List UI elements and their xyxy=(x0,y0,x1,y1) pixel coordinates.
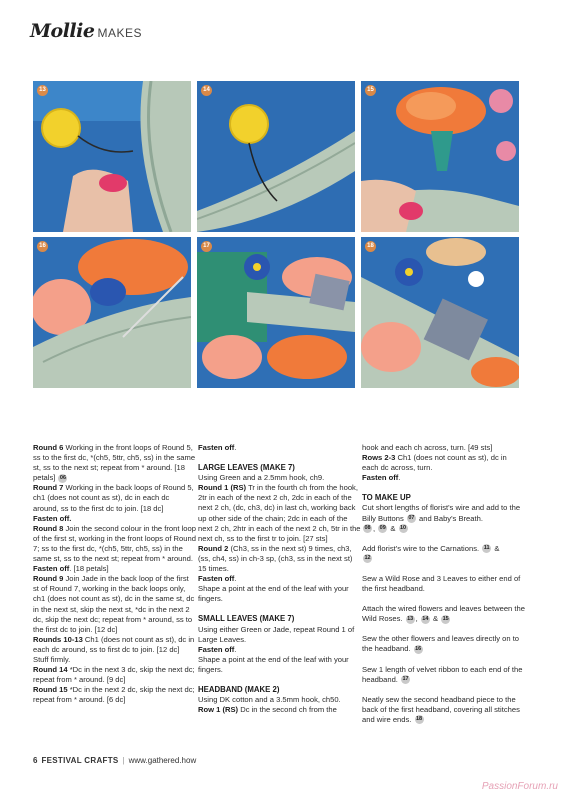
step-ref-badge: 13 xyxy=(407,615,414,622)
section-heading-make-up: TO MAKE UP xyxy=(362,493,411,503)
step-ref-badge: 14 xyxy=(422,615,429,622)
step-ref-badge: 15 xyxy=(442,615,449,622)
section-heading-small-leaves: SMALL LEAVES (MAKE 7) xyxy=(198,614,295,624)
fasten-off: Fasten off. xyxy=(33,513,72,523)
photo-13-image xyxy=(33,81,191,232)
photo-step-16 xyxy=(33,237,191,388)
large-leaves-round-1: Round 1 (RS) Tr in the fourth ch from the hook, 2tr in each of the next 2 ch, 2dc in each of the next 2 ch, (dc, ch3, dc) in last ch, working back up other side of the chain; 2dc in each of the next 2 ch, 2htr in each of the next 2 ch, 5tr in the next ch, ss to the first tr to join. [27 sts] xyxy=(198,483,361,543)
watermark: PassionForum.ru xyxy=(481,781,558,792)
photo-step-18 xyxy=(361,237,519,388)
small-leaves-using: Using either Green or Jade, repeat Round 1 of Large Leaves. xyxy=(198,624,355,644)
headband-rows-2-3: Rows 2-3 Ch1 (does not count as st), dc in each dc across, turn. xyxy=(362,453,507,473)
step-ref-badge: 17 xyxy=(402,676,409,683)
section-heading-headband: HEADBAND (MAKE 2) xyxy=(198,684,280,694)
step-ref-badge: 06 xyxy=(59,474,67,481)
step-number-badge: 18 xyxy=(365,241,376,252)
large-leaves-using: Using Green and a 2.5mm hook, ch9. xyxy=(198,473,325,483)
make-up-step-4: Attach the wired flowers and leaves between the Wild Roses. 13 , 14 & 15 xyxy=(362,604,525,624)
photo-step-13 xyxy=(33,81,191,232)
round-9: Round 9 Join Jade in the back loop of the first st of Round 7, working in the back loops only, ch1 (does not count as st), dc in the same st, dc in the next st, skip the next st, *dc in the next 2 dc, skip the next dc; repeat from * around, ss to the first dc to join. [12 dc] xyxy=(33,574,195,634)
step-ref-badge: 08 xyxy=(364,525,371,532)
page-number: 6 xyxy=(33,756,38,765)
section-heading-large-leaves: LARGE LEAVES (MAKE 7) xyxy=(198,463,295,473)
shape-instruction: Shape a point at the end of the leaf with your fingers. xyxy=(198,584,349,604)
headband-using: Using DK cotton and a 3.5mm hook, ch50. xyxy=(198,695,341,705)
step-ref-badge: 07 xyxy=(408,515,415,522)
photo-15-image xyxy=(361,81,519,232)
text-column-3 xyxy=(362,443,525,725)
step-ref-badge: 18 xyxy=(415,716,423,723)
headband-row-1: Row 1 (RS) Dc in the second ch from the xyxy=(198,705,337,715)
step-number-badge: 15 xyxy=(365,85,376,96)
page-header xyxy=(30,20,142,44)
round-8: Round 8 Join the second colour in the front loop of the first st, working in the front loops of Round 7; ss to the first dc, *(ch5, 5ttr, ch5, ss) in the same st, ss to the next st; repeat from * around. xyxy=(33,523,196,564)
footer-separator: | xyxy=(122,756,125,765)
photo-18-image xyxy=(361,237,519,388)
step-number-badge: 14 xyxy=(201,85,212,96)
make-up-step-6: Sew 1 length of velvet ribbon to each end of the headband. 17 xyxy=(362,664,523,684)
text-column-2 xyxy=(198,443,361,715)
step-number-badge: 13 xyxy=(37,85,48,96)
fasten-off: Fasten off. xyxy=(362,473,401,483)
round-7: Round 7 Working in the back loops of Round 5, ch1 (does not count as st), dc in each dc around, ss to the first dc to join. [18 dc] xyxy=(33,483,194,513)
round-15: Round 15 *Dc in the next 2 dc, skip the next dc; repeat from * around. [6 dc] xyxy=(33,685,195,705)
step-ref-badge: 09 xyxy=(379,525,386,532)
step-ref-badge: 12 xyxy=(364,555,371,562)
brand-logo: Mollie xyxy=(30,20,95,42)
make-up-step-2: Add florist's wire to the Carnations. 11 & 12 xyxy=(362,543,500,562)
photo-grid xyxy=(33,81,519,388)
fasten-off: Fasten off. xyxy=(198,644,237,654)
round-6: Round 6 Working in the front loops of Round 5, ss to the first dc, *(ch5, 5ttr, ch5, ss) in the same st, ss to the next st; repeat from * around. [18 petals] 06 xyxy=(33,443,196,483)
fasten-off: Fasten off. xyxy=(198,574,237,584)
step-ref-badge: 11 xyxy=(483,545,490,552)
make-up-step-7: Neatly sew the second headband piece to the back of the first headband, covering all stitches and wire ends. 18 xyxy=(362,694,520,724)
shape-instruction: Shape a point at the end of the leaf with your fingers. xyxy=(198,654,349,674)
fasten-off: Fasten off. [18 petals] xyxy=(33,564,109,574)
website-url[interactable]: www.gathered.how xyxy=(128,756,197,765)
fasten-off: Fasten off. xyxy=(198,443,237,452)
large-leaves-round-2: Round 2 (Ch3, ss in the next st) 9 times, ch3, (ss, ch4, ss) in ch-3 sp, (ch3, ss in the next st) 15 times. xyxy=(198,543,353,574)
step-number-badge: 16 xyxy=(37,241,48,252)
photo-16-image xyxy=(33,237,191,388)
step-ref-badge: 16 xyxy=(415,645,422,652)
text-column-1 xyxy=(33,443,196,705)
photo-step-15 xyxy=(361,81,519,232)
rounds-10-13: Rounds 10-13 Ch1 (does not count as st), dc in each dc around, ss to first dc to join. [12 dc] Stuff firmly. xyxy=(33,634,195,664)
make-up-step-3: Sew a Wild Rose and 3 Leaves to either end of the first headband. xyxy=(362,573,521,594)
magazine-name: FESTIVAL CRAFTS xyxy=(41,756,119,765)
photo-step-17 xyxy=(197,237,355,388)
headband-row-1-cont: hook and each ch across, turn. [49 sts] xyxy=(362,443,493,452)
make-up-step-5: Sew the other flowers and leaves directly on to the headband. 16 xyxy=(362,634,520,654)
round-14: Round 14 *Dc in the next 3 dc, skip the next dc; repeat from * around. [9 dc] xyxy=(33,665,195,685)
make-up-step-1: Cut short lengths of florist's wire and add to the Billy Buttons 07 and Baby's Breath. 08 , 09 & 10 xyxy=(362,503,521,533)
page-footer xyxy=(33,756,196,765)
step-number-badge: 17 xyxy=(201,241,212,252)
photo-17-image xyxy=(197,237,355,388)
photo-14-image xyxy=(197,81,355,232)
photo-step-14 xyxy=(197,81,355,232)
step-ref-badge: 10 xyxy=(399,525,407,532)
section-label: MAKES xyxy=(97,26,142,40)
